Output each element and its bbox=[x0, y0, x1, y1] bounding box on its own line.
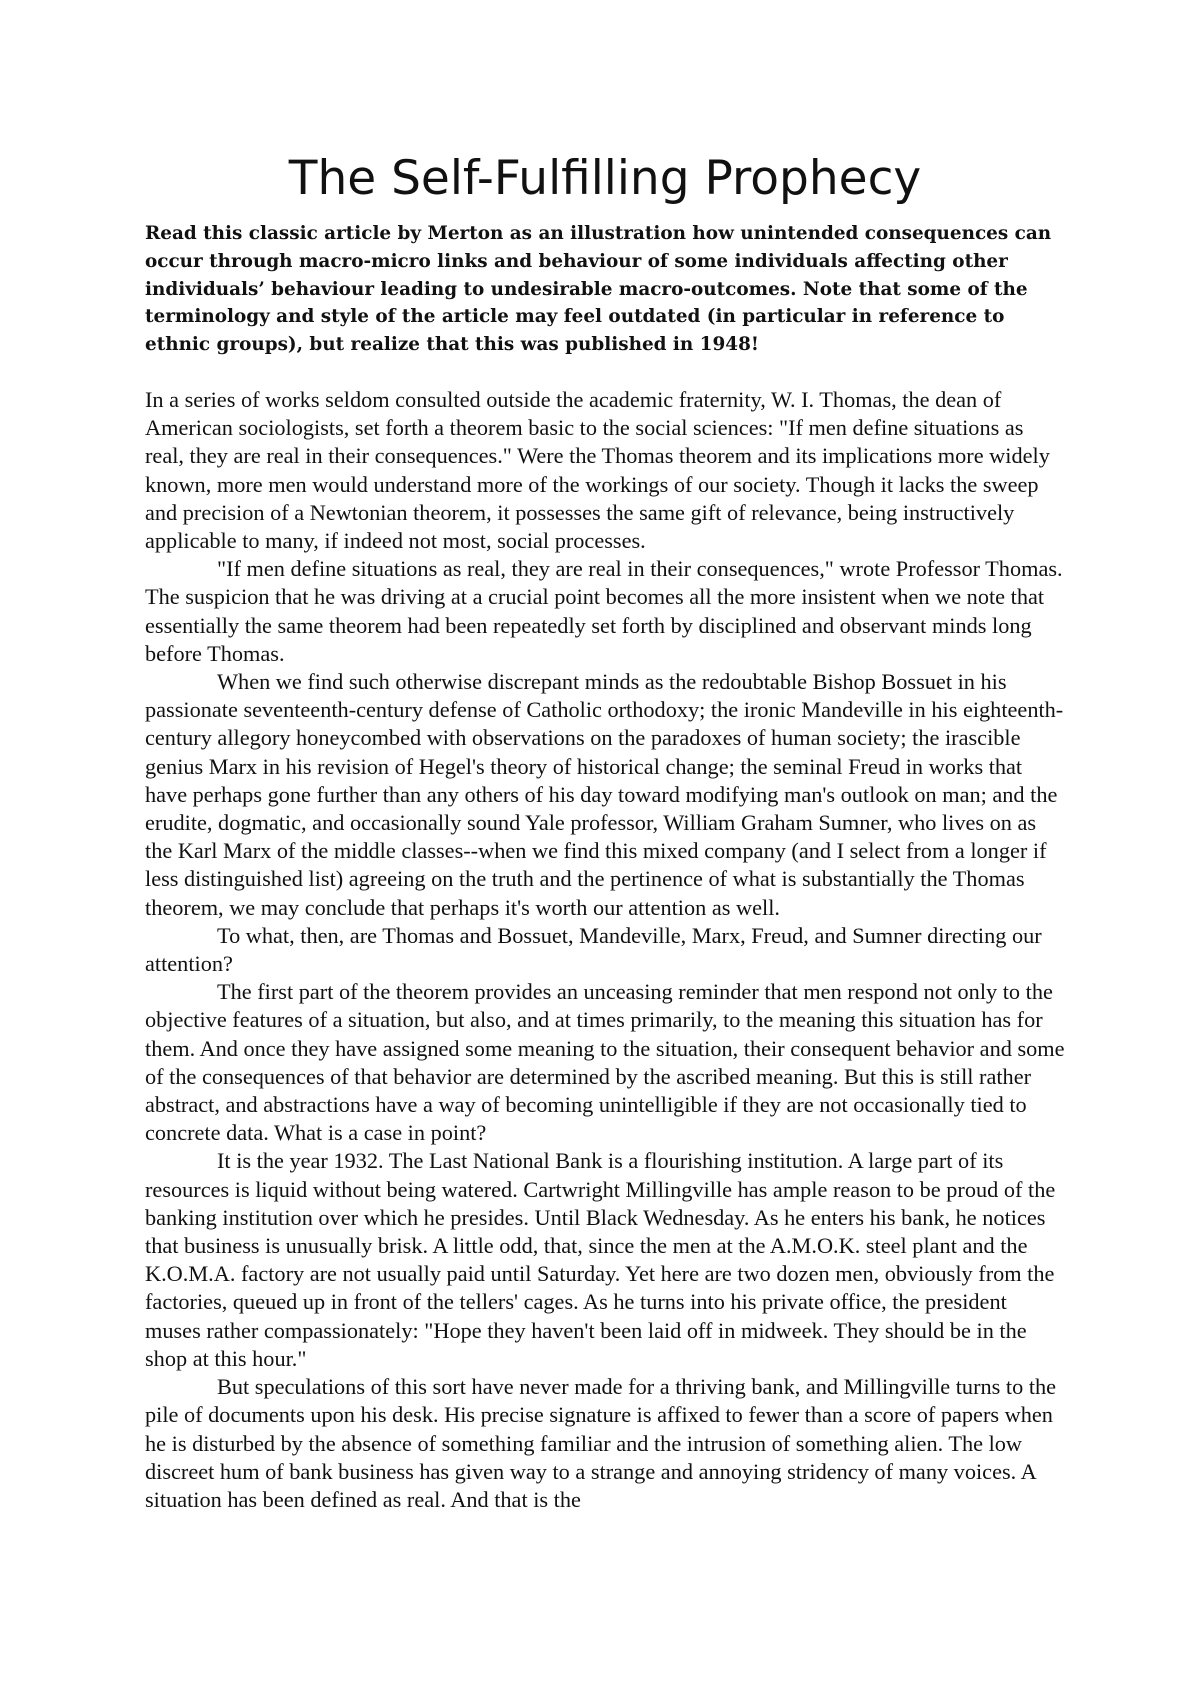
article-body bbox=[145, 386, 1065, 1514]
body-paragraph: It is the year 1932. The Last National Bank is a flourishing institution. A large part of its resources is liquid without being watered. Cartwright Millingville has ample reason to be proud of the banking institution over which he presides. Until Black Wednesday. As he enters his bank, he notices that business is unusually brisk. A little odd, that, since the men at the A.M.O.K. steel plant and the K.O.M.A. factory are not usually paid until Saturday. Yet here are two dozen men, obviously from the factories, queued up in front of the tellers' cages. As he turns into his private office, the president muses rather compassionately: "Hope they haven't been laid off in midweek. They should be in the shop at this hour." bbox=[145, 1148, 1056, 1371]
body-paragraph: In a series of works seldom consulted outside the academic fraternity, W. I. Thomas, the dean of American sociologists, set forth a theorem basic to the social sciences: "If men define situations as real, they are real in their consequences." Were the Thomas theorem and its implications more widely known, more men would understand more of the workings of our society. Though it lacks the sweep and precision of a Newtonian theorem, it possesses the same gift of relevance, being instructively applicable to many, if indeed not most, social processes. bbox=[145, 386, 1050, 553]
document-title: The Self-Fulfilling Prophecy bbox=[288, 151, 922, 206]
body-paragraph: "If men define situations as real, they are real in their consequences," wrote Professor Thomas. The suspicion that he was driving at a crucial point becomes all the more insistent when we note that essentially the same theorem had been repeatedly set forth by disciplined and observant minds long before Thomas. bbox=[145, 556, 1063, 666]
document-page bbox=[145, 150, 1065, 1514]
body-paragraph: When we find such otherwise discrepant minds as the redoubtable Bishop Bossuet in his passionate seventeenth-century defense of Catholic orthodoxy; the ironic Mandeville in his eighteenth-century allegory honeycombed with observations on the paradoxes of human society; the irascible genius Marx in his revision of Hegel's theory of historical change; the seminal Freud in works that have perhaps gone further than any others of his day toward modifying man's outlook on man; and the erudite, dogmatic, and occasionally sound Yale professor, William Graham Sumner, who lives on as the Karl Marx of the middle classes--when we find this mixed company (and I select from a longer if less distinguished list) agreeing on the truth and the pertinence of what is substantially the Thomas theorem, we may conclude that perhaps it's worth our attention as well. bbox=[145, 669, 1064, 920]
body-paragraph: To what, then, are Thomas and Bossuet, Mandeville, Marx, Freud, and Sumner directing our attention? bbox=[145, 922, 1042, 977]
intro-paragraph: Read this classic article by Merton as an illustration how unintended consequences can occur through macro-micro links and behaviour of some individuals affecting other individuals’ behaviour leading to undesirable macro-outcomes. Note that some of the terminology and style of the article may feel outdated (in particular in reference to ethnic groups), but realize that this was published in 1948! bbox=[145, 223, 1052, 356]
body-paragraph: The first part of the theorem provides an unceasing reminder that men respond not only to the objective features of a situation, but also, and at times primarily, to the meaning this situation has for them. And once they have assigned some meaning to the situation, their consequent behavior and some of the consequences of that behavior are determined by the ascribed meaning. But this is still rather abstract, and abstractions have a way of becoming unintelligible if they are not occasionally tied to concrete data. What is a case in point? bbox=[145, 979, 1065, 1146]
body-paragraph: But speculations of this sort have never made for a thriving bank, and Millingville turns to the pile of documents upon his desk. His precise signature is affixed to fewer than a score of papers when he is disturbed by the absence of something familiar and the intrusion of something alien. The low discreet hum of bank business has given way to a strange and annoying stridency of many voices. A situation has been defined as real. And that is the bbox=[145, 1374, 1057, 1512]
